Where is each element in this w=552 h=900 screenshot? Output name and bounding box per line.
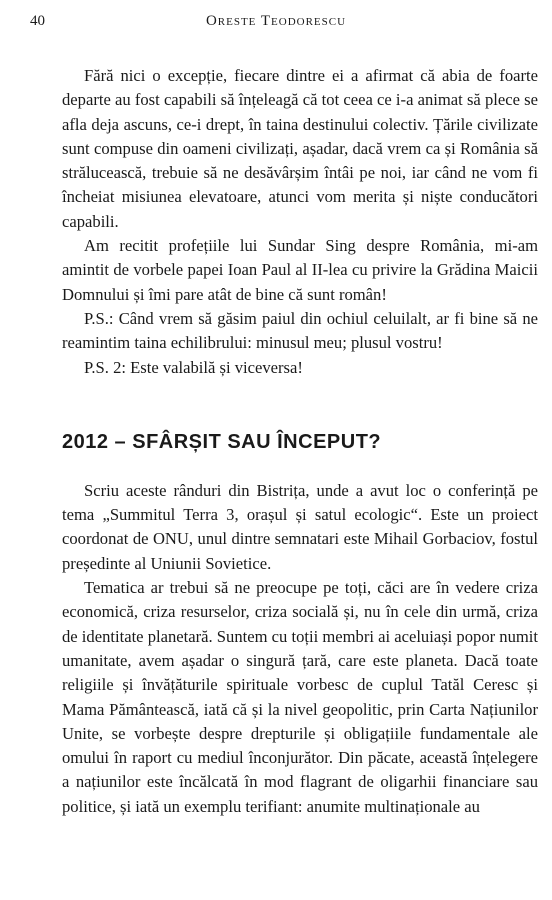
paragraph: Scriu aceste rânduri din Bistrița, unde a avut loc o conferință pe tema „Summitul Terra 3, orașul și satul ecologic“. Este un proiect coordonat de ONU, unul dintre semnatari este Mihail Gorbaciov, fostul președinte al Uniunii Sovietice. [62,480,538,573]
paragraph: Fără nici o excepție, fiecare dintre ei a afirmat că abia de foarte departe au fost capabili să înțeleagă că tot ceea ce i-a animat să plece se afla deja ascuns, ce-i drept, în taina destinului colectiv. Țările civilizate sunt compuse din oameni civilizați, așadar, dacă vrem ca și România să strălucească, trebuie să ne desăvârșim întâi pe noi, iar când ne vom fi încheiat misiunea elevatoare, atunci vom merita și niște conducători capabili. [62,66,538,231]
paragraph: P.S. 2: Este valabilă și viceversa! [84,357,303,377]
chapter-title: 2012 – SFÂRȘIT SAU ÎNCEPUT? [62,430,382,453]
running-header: Oreste Teodorescu [205,13,347,29]
paragraph: Am recitit profețiile lui Sundar Sing despre România, mi-am amintit de vorbele papei Ioan Paul al II-lea cu privire la Grădina Maicii Domnului și îmi pare atât de bine că sunt român! [62,236,538,304]
paragraph: Tematica ar trebui să ne preocupe pe toți, căci are în vedere criza economică, criza resurselor, criza socială și, nu în cele din urmă, criza de identitate planetară. Suntem cu toții membri ai aceluiași popor numit umanitate, avem așadar o singură țară, care este planeta. Dacă toate religiile și învățăturile spirituale vorbesc de cuplul Tatăl Ceresc și Mama Pământească, iată că și la nivel geopolitic, prin Carta Națiunilor Unite, se vorbește despre drepturile și obligațiile fundamentale ale omului în raport cu mediul înconjurător. Din păcate, această înțelegere a națiunilor este încălcată în mod flagrant de oligarhii financiare sau politice, și iată un exemplu terifiant: anumite multinaționale au [62,578,539,816]
page-number: 40 [30,13,45,29]
page-body [62,64,538,819]
paragraph: P.S.: Când vrem să găsim paiul din ochiul celuilalt, ar fi bine să ne reamintim taina echilibrului: minusul meu; plusul vostru! [62,308,538,353]
